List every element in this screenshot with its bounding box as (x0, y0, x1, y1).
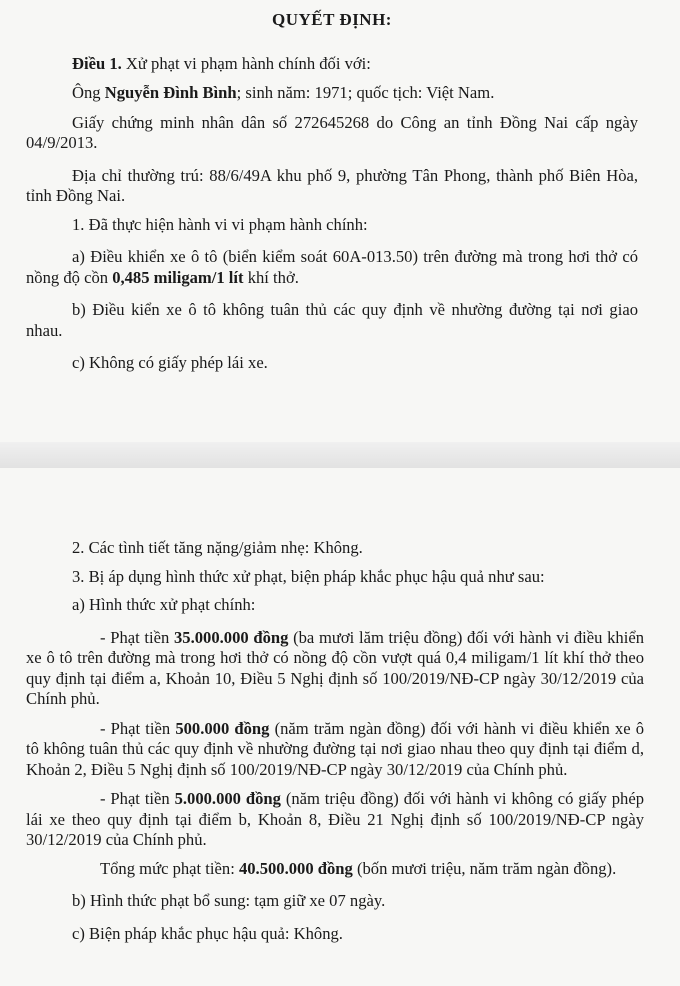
total-fine-amount: 40.500.000 đồng (238, 858, 353, 878)
fine-2-prefix: - Phạt tiền (100, 718, 176, 738)
person-details: ; sinh năm: 1971; quốc tịch: Việt Nam. (236, 83, 495, 102)
fine-3-text: (năm triệu đồng) đối với hành vi không có giấy phép lái xe theo quy định tại điểm b, Khoản 8, Điều 21 Nghị định số 100/2019/NĐ-CP ngày 30/12/2019 của Chính phủ. (26, 789, 644, 849)
document-title: QUYẾT ĐỊNH: (272, 10, 392, 29)
additional-penalty: b) Hình thức phạt bổ sung: tạm giữ xe 07 ngày. (72, 891, 386, 910)
document-page-bottom (0, 468, 680, 986)
fine-3-prefix: - Phạt tiền (100, 789, 175, 808)
fine-3 (26, 789, 644, 851)
violation-a-end: khí thở. (243, 267, 299, 287)
total-fine-prefix: Tổng mức phạt tiền: (100, 858, 239, 878)
person-prefix: Ông (72, 83, 105, 102)
fine-1-prefix: - Phạt tiền (100, 627, 174, 647)
article-1-text: Xử phạt vi phạm hành chính đối với: (121, 53, 371, 73)
total-fine (26, 859, 644, 880)
id-card-paragraph: Giấy chứng minh nhân dân số 272645268 do Công an tỉnh Đồng Nai cấp ngày 04/9/2013. (26, 112, 638, 152)
fine-2-text: (năm trăm ngàn đồng) đối với hành vi điều khiển xe ô tô không tuân thủ các quy định về nhường đường tại nơi giao nhau theo quy định tại điểm d, Khoản 2, Điều 5 Nghị định số 100/2019/NĐ-CP ngày 30/12/2019 của Chính phủ. (26, 718, 644, 779)
violation-a-text: a) Điều khiển xe ô tô (biển kiểm soát 60A-013.50) trên đường mà trong hơi thở có nồng độ cồn (26, 247, 638, 287)
page-separator (0, 442, 680, 468)
fine-1 (26, 628, 644, 710)
violations-heading: 1. Đã thực hiện hành vi vi phạm hành chính: (72, 214, 368, 234)
fine-3-amount: 5.000.000 đồng (174, 789, 281, 808)
violation-a-alcohol-level: 0,485 miligam/1 lít (112, 267, 244, 287)
remedial-measures: c) Biện pháp khắc phục hậu quả: Không. (72, 923, 343, 943)
fine-1-text: (ba mươi lăm triệu đồng) đối với hành vi điều khiển xe ô tô trên đường mà trong hơi thở có nồng độ cồn vượt quá 0,4 miligam/1 lít khí thở theo quy định tại điểm a, Khoản 10, Điều 5 Nghị định số 100/2019/NĐ-CP ngày 30/12/2019 của Chính phủ. (26, 627, 644, 708)
fine-2-amount: 500.000 đồng (175, 718, 270, 738)
fine-2 (26, 719, 644, 781)
document-page-top (0, 0, 680, 442)
article-1-heading (26, 54, 638, 75)
main-penalty-heading: a) Hình thức xử phạt chính: (72, 595, 256, 614)
aggravating-circumstances: 2. Các tình tiết tăng nặng/giảm nhẹ: Không. (72, 538, 363, 557)
penalties-heading: 3. Bị áp dụng hình thức xử phạt, biện pháp khắc phục hậu quả như sau: (72, 566, 545, 586)
violation-b: b) Điều kiển xe ô tô không tuân thủ các quy định về nhường đường tại nơi giao nhau. (26, 300, 638, 340)
fine-1-amount: 35.000.000 đồng (174, 627, 289, 647)
address-paragraph: Địa chỉ thường trú: 88/6/49A khu phố 9, phường Tân Phong, thành phố Biên Hòa, tỉnh Đồng Nai. (26, 165, 638, 205)
person-line (26, 83, 638, 104)
article-1-label: Điều 1. (72, 53, 122, 73)
person-name: Nguyễn Đình Bình (104, 83, 237, 102)
violation-c: c) Không có giấy phép lái xe. (72, 353, 268, 372)
violation-a (26, 247, 638, 288)
total-fine-text: (bốn mươi triệu, năm trăm ngàn đồng). (352, 858, 617, 878)
